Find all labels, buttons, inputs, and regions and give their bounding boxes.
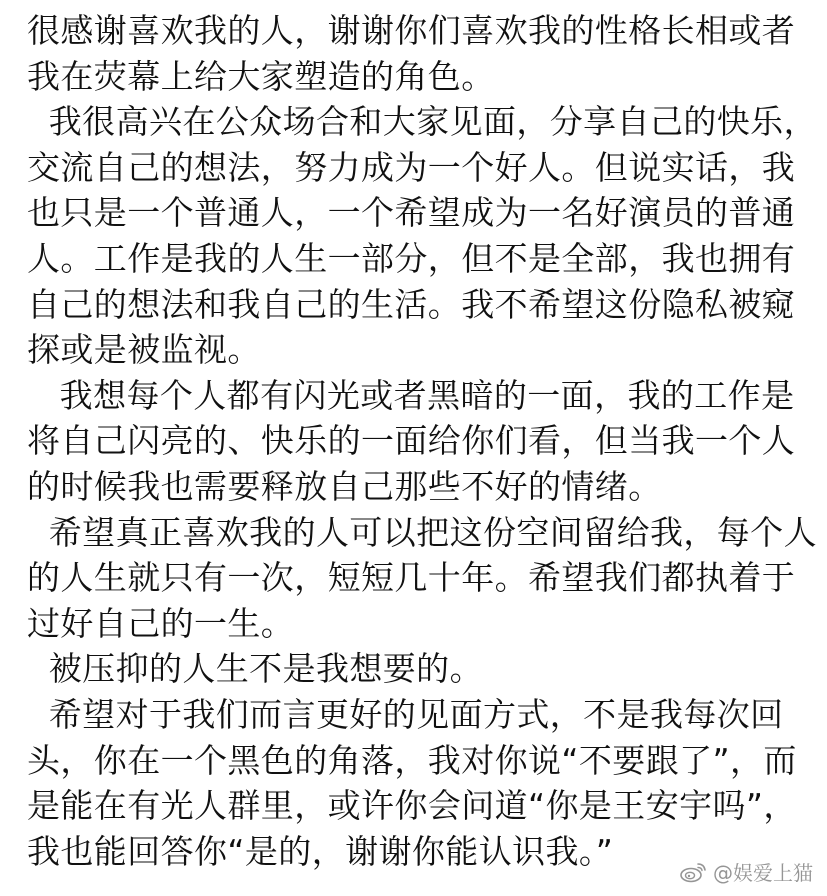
text-line: 我在荧幕上给大家塑造的角色。	[27, 56, 495, 96]
text-line: 交流自己的想法，努力成为一个好人。但说实话，我	[27, 147, 796, 187]
text-line: 也只是一个普通人，一个希望成为一名好演员的普通	[27, 193, 796, 233]
text-line: 被压抑的人生不是我想要的。	[27, 649, 483, 689]
text-line: 是能在有光人群里，或许你会问道“你是王安宇吗”，	[27, 786, 797, 826]
post-text-body	[27, 8, 817, 874]
text-line: 过好自己的一生。	[27, 603, 295, 643]
text-line: 很感谢喜欢我的人，谢谢你们喜欢我的性格长相或者	[27, 11, 796, 50]
watermark-text: @娱爱上猫	[713, 861, 813, 885]
text-line: 我也能回答你“是的，谢谢你能认识我。”	[27, 831, 614, 871]
text-line: 自己的想法和我自己的生活。我不希望这份隐私被窥	[27, 284, 796, 324]
text-line: 希望真正喜欢我的人可以把这份空间留给我，每个人	[27, 512, 817, 552]
text-line: 探或是被监视。	[27, 330, 261, 370]
text-line: 人。工作是我的人生一部分，但不是全部，我也拥有	[27, 238, 796, 278]
text-line: 将自己闪亮的、快乐的一面给你们看，但当我一个人	[27, 421, 796, 461]
watermark	[679, 857, 813, 886]
weibo-logo-icon	[679, 861, 707, 883]
text-line: 的时候我也需要释放自己那些不好的情绪。	[27, 466, 662, 506]
text-line: 希望对于我们而言更好的见面方式，不是我每次回	[27, 694, 784, 734]
text-line: 我很高兴在公众场合和大家见面，分享自己的快乐，	[27, 102, 817, 142]
text-line: 头，你在一个黑色的角落，我对你说“不要跟了”，而	[27, 740, 797, 780]
text-line: 我想每个人都有闪光或者黑暗的一面，我的工作是	[27, 375, 795, 415]
text-line: 的人生就只有一次，短短几十年。希望我们都执着于	[27, 558, 796, 598]
